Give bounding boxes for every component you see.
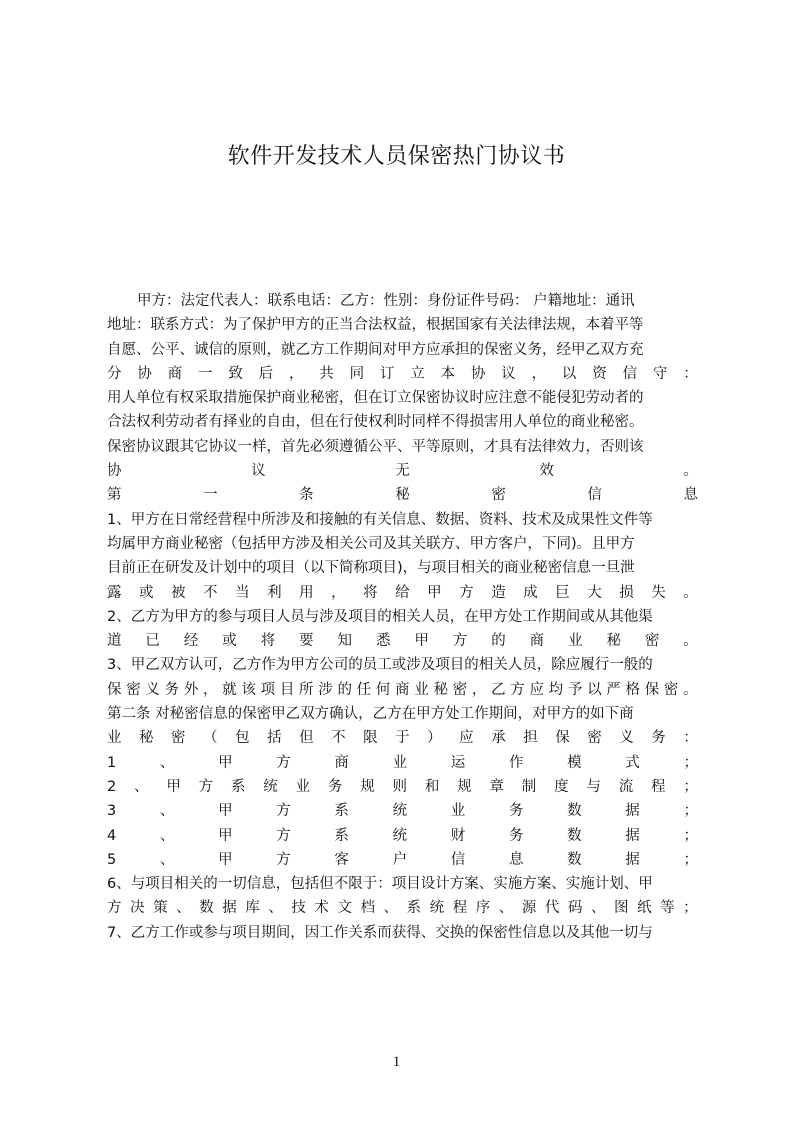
body-char: 本 xyxy=(440,365,456,382)
body-char: 纸 xyxy=(637,900,652,917)
body-char: 作 xyxy=(508,754,524,771)
body-char: 术 xyxy=(314,900,329,917)
body-char: 式 xyxy=(625,754,640,771)
body-char: 数 xyxy=(199,900,214,917)
body-line xyxy=(107,459,698,483)
body-char: 议 xyxy=(501,365,516,382)
body-char: 库 xyxy=(245,900,260,917)
body-char: 业 xyxy=(568,633,583,650)
body-char: 何 xyxy=(375,681,391,698)
body-char: 悉 xyxy=(375,633,391,650)
body-char: 运 xyxy=(450,754,466,771)
body-char: 方 xyxy=(276,754,291,771)
body-char: 图 xyxy=(614,900,629,917)
body-char: 资 xyxy=(592,365,607,382)
body-char: 以 xyxy=(587,681,602,698)
body-char: 的 xyxy=(491,633,506,650)
body-char: 甲 xyxy=(218,851,233,868)
body-char: 以 xyxy=(561,365,577,382)
body-char: 密 xyxy=(587,730,602,747)
body-char: ， xyxy=(471,681,487,698)
body-char: 义 xyxy=(145,681,160,698)
body-char: ， xyxy=(288,365,304,382)
body-char: 格 xyxy=(625,681,640,698)
body-char: 第 xyxy=(107,487,122,504)
body-char: 甲 xyxy=(427,584,442,601)
body-char: 应 xyxy=(459,730,474,747)
body-char: 该 xyxy=(241,681,256,698)
body-char: （ xyxy=(203,730,218,747)
body-char: 与 xyxy=(586,778,601,795)
body-char: 务 xyxy=(508,803,524,820)
body-char: 秘 xyxy=(606,633,621,650)
body-char: 不 xyxy=(203,584,218,601)
body-char: 等 xyxy=(660,900,675,917)
body-line xyxy=(107,629,698,653)
body-char: 。 xyxy=(683,584,698,601)
body-char: 一 xyxy=(203,487,218,504)
body-char: 信 xyxy=(450,851,466,868)
body-char: 则 xyxy=(392,778,408,795)
body-char: 5 xyxy=(107,851,117,868)
body-line xyxy=(107,848,698,872)
body-char: 、 xyxy=(383,900,399,917)
body-line xyxy=(107,581,698,605)
body-char: 、 xyxy=(159,754,175,771)
body-line xyxy=(107,824,698,848)
body-char: 商 xyxy=(395,681,410,698)
body-char: 、 xyxy=(590,900,606,917)
body-char: 协 xyxy=(470,365,486,382)
body-char: 、 xyxy=(159,827,175,844)
body-char: 损 xyxy=(619,584,634,601)
body-line xyxy=(107,751,698,775)
body-char: 任 xyxy=(356,681,372,698)
body-char: 给 xyxy=(395,584,410,601)
body-char: 议 xyxy=(251,463,266,480)
body-char: 务 xyxy=(327,778,343,795)
body-char: 效 xyxy=(539,463,554,480)
body-char: 。 xyxy=(683,681,698,698)
body-char: 括 xyxy=(267,730,282,747)
body-char: 模 xyxy=(567,754,582,771)
body-char: 数 xyxy=(567,851,582,868)
body-char: 经 xyxy=(183,633,199,650)
body-char: 务 xyxy=(508,827,524,844)
body-char: 限 xyxy=(363,730,378,747)
body-char: 将 xyxy=(363,584,378,601)
body-char: 秘 xyxy=(139,730,154,747)
body-line: 1、甲方在日常经营程中所涉及和接触的有关信息、数据、资料、技术及成果性文件等 xyxy=(107,511,653,528)
body-line xyxy=(107,362,698,386)
body-char: 就 xyxy=(222,681,237,698)
body-line xyxy=(107,678,698,702)
body-char: ， xyxy=(203,681,218,698)
body-char: 均 xyxy=(548,681,564,698)
body-char: ） xyxy=(427,730,442,747)
body-char: 统 xyxy=(392,803,408,820)
body-char: 、 xyxy=(498,900,514,917)
body-char: 2 xyxy=(107,778,117,795)
body-char: 决 xyxy=(130,900,145,917)
body-char: 大 xyxy=(587,584,602,601)
body-char: 方 xyxy=(276,827,291,844)
body-line xyxy=(107,483,698,507)
body-char: 当 xyxy=(235,584,250,601)
body-line: 甲方：法定代表人：联系电话：乙方：性别：身份证件号码： 户籍地址：通讯 xyxy=(137,293,635,309)
body-char: 方 xyxy=(276,851,291,868)
body-char: 同 xyxy=(349,365,365,382)
body-char: 制 xyxy=(521,778,537,795)
body-char: 甲 xyxy=(218,754,233,771)
body-char: 分 xyxy=(107,365,122,382)
body-char: ： xyxy=(683,730,698,747)
body-char: 露 xyxy=(107,584,122,601)
body-char: 系 xyxy=(334,827,349,844)
body-char: ， xyxy=(331,584,346,601)
body-line: 2、乙方为甲方的参与项目人员与涉及项目的相关人员，在甲方处工作期间或从其他渠 xyxy=(107,608,653,625)
body-char: 被 xyxy=(171,584,186,601)
body-char: 据 xyxy=(625,851,640,868)
body-char: 3 xyxy=(107,803,117,820)
body-char: 已 xyxy=(145,633,160,650)
body-char: 方 xyxy=(459,584,474,601)
body-line: 自愿、公平、诚信的原则，就乙方工作期间对甲方应承担的保密义务，经甲乙双方充 xyxy=(107,341,644,358)
body-char: 保 xyxy=(644,681,660,698)
body-char: ； xyxy=(683,803,698,820)
body-char: 信 xyxy=(622,365,638,382)
body-char: 源 xyxy=(521,900,537,917)
body-char: 或 xyxy=(139,584,154,601)
body-char: 业 xyxy=(295,778,311,795)
body-char: 成 xyxy=(523,584,538,601)
body-char: 业 xyxy=(414,681,429,698)
body-char: 据 xyxy=(222,900,237,917)
body-line: 第二条 对秘密信息的保密甲乙双方确认，乙方在甲方处工作期间，对甲方的如下商 xyxy=(107,706,634,723)
body-char: 甲 xyxy=(218,803,233,820)
body-char: 包 xyxy=(235,730,250,747)
body-char: 严 xyxy=(606,681,621,698)
body-char: 系 xyxy=(334,803,349,820)
body-char: ； xyxy=(683,754,698,771)
body-char: ： xyxy=(683,365,698,382)
body-char: 业 xyxy=(392,754,408,771)
body-char: 不 xyxy=(331,730,346,747)
body-char: 失 xyxy=(651,584,666,601)
body-char: 于 xyxy=(395,730,410,747)
body-char: 统 xyxy=(392,827,408,844)
body-char: 务 xyxy=(164,681,180,698)
body-char: 知 xyxy=(337,633,353,650)
body-char: 。 xyxy=(683,633,698,650)
body-line: 7、乙方工作或参与项目期间，因工作关系而获得、交换的保密性信息以及其他一切与 xyxy=(107,924,653,941)
body-char: 密 xyxy=(126,681,141,698)
body-char: 协 xyxy=(107,463,122,480)
body-line: 合法权利劳动者有择业的自由，但在行使权利时同样不得损害用人单位的商业秘密。 xyxy=(107,414,644,431)
body-char: 业 xyxy=(107,730,122,747)
body-line: 3、甲乙双方认可，乙方作为甲方公司的员工或涉及项目的相关人员，除应履行一般的 xyxy=(107,657,653,674)
body-char: 策 xyxy=(153,900,168,917)
body-char: 系 xyxy=(230,778,246,795)
body-char: 方 xyxy=(198,778,214,795)
body-line: 保密协议跟其它协议一样，首先必须遵循公平、平等原则，才具有法律效力，否则该 xyxy=(107,438,644,455)
body-char: 流 xyxy=(618,778,634,795)
body-char: 守 xyxy=(652,365,668,382)
body-char: ， xyxy=(531,365,547,382)
document-body xyxy=(107,289,698,1017)
body-char: 序 xyxy=(475,900,491,917)
body-char: 保 xyxy=(555,730,570,747)
body-char: 、 xyxy=(159,803,175,820)
body-line xyxy=(107,775,698,799)
body-char: 秘 xyxy=(433,681,448,698)
body-char: 客 xyxy=(334,851,349,868)
body-char: 程 xyxy=(651,778,666,795)
body-char: 1 xyxy=(107,754,117,771)
document-title: 软件开发技术人员保密热门协议书 xyxy=(227,144,566,169)
body-char: 共 xyxy=(319,365,334,382)
body-char: 或 xyxy=(222,633,237,650)
body-char: 利 xyxy=(267,584,282,601)
body-char: 、 xyxy=(268,900,283,917)
body-char: 规 xyxy=(457,778,472,795)
body-char: 承 xyxy=(491,730,506,747)
body-char: 信 xyxy=(587,487,602,504)
body-char: 方 xyxy=(452,633,468,650)
body-char: 密 xyxy=(491,487,506,504)
body-char: 。 xyxy=(683,463,698,480)
body-char: 息 xyxy=(508,851,524,868)
body-char: 数 xyxy=(567,803,582,820)
body-char: ； xyxy=(683,778,698,795)
body-char: 用 xyxy=(299,584,314,601)
body-line xyxy=(107,896,698,920)
body-char: 文 xyxy=(337,900,352,917)
body-char: 码 xyxy=(567,900,583,917)
body-char: 密 xyxy=(663,681,679,698)
body-line xyxy=(107,726,698,750)
body-char: 、 xyxy=(159,851,175,868)
body-char: 立 xyxy=(410,365,425,382)
body-char: 务 xyxy=(651,730,666,747)
body-char: 程 xyxy=(452,900,468,917)
body-char: 义 xyxy=(619,730,634,747)
body-char: 要 xyxy=(299,633,314,650)
body-char: 订 xyxy=(379,365,395,382)
body-char: 方 xyxy=(107,900,122,917)
body-char: 商 xyxy=(334,754,349,771)
body-char: 、 xyxy=(176,900,191,917)
body-char: 造 xyxy=(491,584,506,601)
body-char: 和 xyxy=(424,778,440,795)
body-char: 4 xyxy=(107,827,117,844)
body-char: 据 xyxy=(625,827,640,844)
body-char: 商 xyxy=(167,365,183,382)
body-char: 协 xyxy=(137,365,152,382)
body-char: 甲 xyxy=(166,778,181,795)
body-char: 息 xyxy=(683,487,698,504)
body-char: 度 xyxy=(554,778,569,795)
body-char: 、 xyxy=(134,778,149,795)
page-number: 1 xyxy=(392,1054,401,1070)
body-char: 甲 xyxy=(414,633,429,650)
body-char: 统 xyxy=(429,900,445,917)
body-char: 秘 xyxy=(395,487,410,504)
body-char: 道 xyxy=(107,633,122,650)
body-char: 方 xyxy=(510,681,525,698)
body-char: 致 xyxy=(228,365,243,382)
body-char: 将 xyxy=(260,633,276,650)
body-char: 代 xyxy=(544,900,560,917)
body-char: 担 xyxy=(523,730,538,747)
body-char: 技 xyxy=(291,900,306,917)
body-line: 均属甲方商业秘密（包括甲方涉及相关公司及其关联方、甲方客户，下同)。且甲方 xyxy=(107,535,635,552)
body-char: 予 xyxy=(567,681,583,698)
body-line: 地址：联系方式：为了保护甲方的正当合法权益，根据国家有关法律法规，本着平等 xyxy=(107,317,644,334)
body-line: 用人单位有权采取措施保护商业秘密，但在订立保密协议时应注意不能侵犯劳动者的 xyxy=(107,390,644,407)
body-line: 6、与项目相关的一切信息，包括但不限于：项目设计方案、实施方案、实施计划、甲 xyxy=(107,876,653,893)
body-char: 巨 xyxy=(555,584,570,601)
body-char: 无 xyxy=(395,463,410,480)
body-char: ； xyxy=(683,827,698,844)
body-char: 统 xyxy=(263,778,278,795)
body-char: 方 xyxy=(276,803,291,820)
body-char: 涉 xyxy=(318,681,333,698)
body-char: 系 xyxy=(406,900,422,917)
body-char: 密 xyxy=(452,681,468,698)
body-char: ； xyxy=(683,851,698,868)
body-char: 外 xyxy=(183,681,199,698)
body-char: 财 xyxy=(450,827,466,844)
body-char: 密 xyxy=(171,730,186,747)
body-char: 据 xyxy=(625,803,640,820)
body-char: 业 xyxy=(450,803,466,820)
body-char: 章 xyxy=(489,778,504,795)
body-line: 目前正在研发及计划中的项目（以下简称项目)，与项目相关的商业秘密信息一旦泄 xyxy=(107,560,635,577)
body-char: 规 xyxy=(360,778,375,795)
body-line xyxy=(107,799,698,823)
body-char: 所 xyxy=(299,681,314,698)
body-char: ； xyxy=(683,900,698,917)
body-char: 档 xyxy=(360,900,376,917)
body-char: 户 xyxy=(392,851,408,868)
body-char: 乙 xyxy=(491,681,506,698)
body-char: 一 xyxy=(197,365,213,382)
body-char: 应 xyxy=(529,681,544,698)
body-char: 项 xyxy=(260,681,276,698)
body-char: 条 xyxy=(299,487,314,504)
body-char: 数 xyxy=(567,827,582,844)
body-char: 密 xyxy=(644,633,660,650)
body-char: 保 xyxy=(107,681,122,698)
body-char: 甲 xyxy=(218,827,233,844)
body-char: 目 xyxy=(279,681,295,698)
body-char: 的 xyxy=(337,681,352,698)
body-char: 商 xyxy=(529,633,545,650)
body-char: 后 xyxy=(258,365,274,382)
body-char: 但 xyxy=(299,730,314,747)
